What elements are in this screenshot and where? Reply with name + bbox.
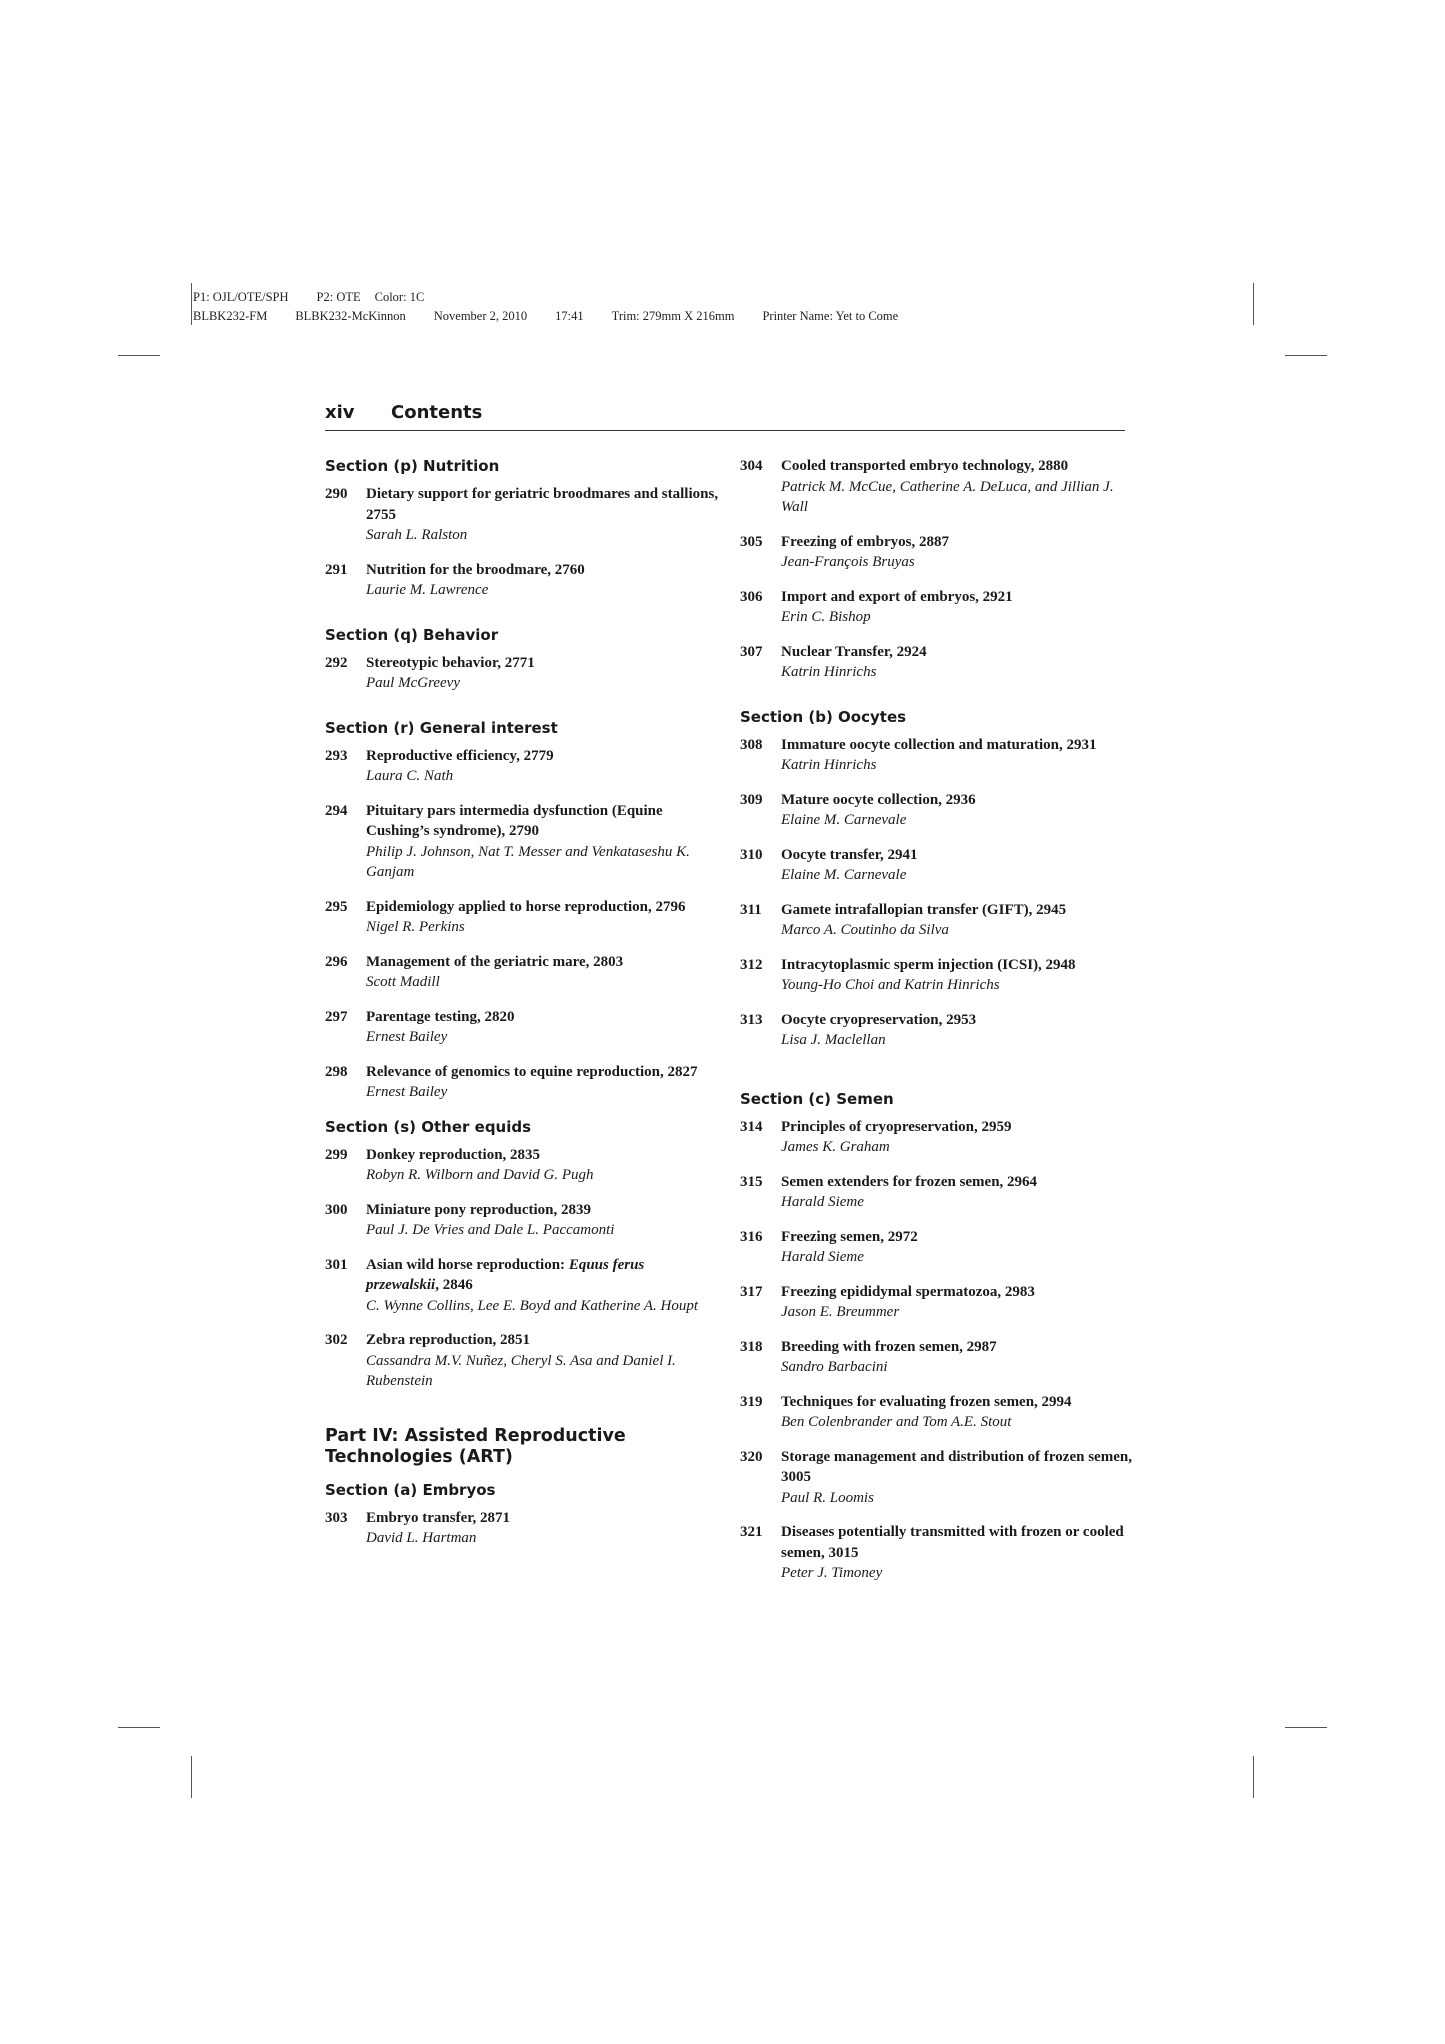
toc-entry bbox=[740, 900, 1135, 941]
chapter-title: Epidemiology applied to horse reproduction, 2796 bbox=[366, 898, 686, 915]
toc-entry bbox=[740, 456, 1135, 518]
section-heading: Section (a) Embryos bbox=[325, 1480, 496, 1499]
chapter-number: 292 bbox=[325, 654, 348, 671]
chapter-author: Robyn R. Wilborn and David G. Pugh bbox=[366, 1167, 594, 1183]
slug-item: Printer Name: Yet to Come bbox=[762, 309, 899, 323]
chapter-author: Nigel R. Perkins bbox=[366, 919, 465, 935]
toc-entry bbox=[325, 746, 720, 787]
toc-entry bbox=[740, 1337, 1135, 1378]
toc-entry bbox=[325, 560, 720, 601]
chapter-number: 313 bbox=[740, 1011, 763, 1028]
chapter-number: 290 bbox=[325, 486, 348, 502]
toc-entry bbox=[325, 1255, 720, 1317]
chapter-number: 307 bbox=[740, 643, 763, 660]
chapter-author: Ben Colenbrander and Tom A.E. Stout bbox=[781, 1414, 1012, 1430]
toc-entry bbox=[740, 532, 1135, 573]
printer-slug-line-1 bbox=[193, 290, 452, 305]
species-name: Equus ferus przewalskii bbox=[366, 1256, 645, 1293]
chapter-number: 320 bbox=[740, 1448, 763, 1465]
chapter-number: 308 bbox=[740, 736, 763, 753]
chapter-title-part: Asian wild horse reproduction: bbox=[366, 1256, 569, 1273]
toc-left-column bbox=[325, 456, 720, 1563]
crop-mark bbox=[1253, 1756, 1254, 1798]
toc-entry bbox=[740, 1227, 1135, 1268]
chapter-number: 306 bbox=[740, 588, 763, 605]
toc-entry bbox=[325, 801, 720, 883]
crop-mark bbox=[1285, 355, 1327, 356]
slug-item: BLBK232-McKinnon bbox=[295, 309, 406, 323]
crop-mark bbox=[1285, 1727, 1327, 1728]
toc-entry bbox=[740, 1282, 1135, 1323]
chapter-author: Peter J. Timoney bbox=[781, 1565, 883, 1581]
chapter-title: Nuclear Transfer, 2924 bbox=[781, 643, 927, 660]
chapter-author: Jean-François Bruyas bbox=[781, 554, 915, 570]
toc-entry bbox=[740, 1117, 1135, 1158]
toc-entry bbox=[740, 790, 1135, 831]
chapter-title: Embryo transfer, 2871 bbox=[366, 1509, 511, 1526]
chapter-number: 321 bbox=[740, 1524, 763, 1540]
toc-entry bbox=[740, 642, 1135, 683]
chapter-number: 312 bbox=[740, 956, 763, 973]
chapter-author: James K. Graham bbox=[781, 1139, 890, 1155]
chapter-number: 294 bbox=[325, 802, 348, 819]
toc-entry bbox=[740, 735, 1135, 776]
chapter-number: 316 bbox=[740, 1228, 763, 1245]
chapter-author: Jason E. Breummer bbox=[781, 1304, 900, 1320]
chapter-author: Young-Ho Choi and Katrin Hinrichs bbox=[781, 977, 1000, 993]
chapter-author: Elaine M. Carnevale bbox=[781, 812, 907, 828]
chapter-author: Paul J. De Vries and Dale L. Paccamonti bbox=[366, 1222, 615, 1238]
chapter-number: 300 bbox=[325, 1201, 348, 1218]
toc-entry bbox=[740, 1172, 1135, 1213]
chapter-author: Elaine M. Carnevale bbox=[781, 867, 907, 883]
crop-mark bbox=[191, 283, 192, 325]
section-heading: Section (q) Behavior bbox=[325, 625, 499, 644]
chapter-title: Breeding with frozen semen, 2987 bbox=[781, 1338, 997, 1355]
chapter-title: Intracytoplasmic sperm injection (ICSI), 2948 bbox=[781, 956, 1076, 973]
chapter-title: Freezing epididymal spermatozoa, 2983 bbox=[781, 1283, 1035, 1300]
chapter-title: Dietary support for geriatric broodmares and stallions, 2755 bbox=[366, 486, 719, 523]
chapter-title: Nutrition for the broodmare, 2760 bbox=[366, 561, 585, 578]
toc-entry bbox=[325, 1062, 720, 1103]
chapter-title: Diseases potentially transmitted with frozen or cooled semen, 3015 bbox=[781, 1524, 1124, 1561]
chapter-title: Pituitary pars intermedia dysfunction (Equine Cushing’s syndrome), 2790 bbox=[366, 802, 663, 839]
chapter-author: Paul McGreevy bbox=[366, 675, 460, 691]
slug-item: P2: OTE bbox=[316, 290, 361, 304]
toc-entry bbox=[740, 1522, 1135, 1584]
chapter-author: Scott Madill bbox=[366, 974, 440, 990]
section-heading: Section (p) Nutrition bbox=[325, 457, 500, 475]
toc-entry bbox=[740, 1392, 1135, 1433]
chapter-author: Patrick M. McCue, Catherine A. DeLuca, and Jillian J. Wall bbox=[781, 478, 1114, 515]
running-head bbox=[325, 402, 1125, 423]
slug-item: November 2, 2010 bbox=[433, 309, 528, 323]
chapter-author: Lisa J. Maclellan bbox=[781, 1032, 886, 1048]
chapter-title-part: , 2846 bbox=[435, 1277, 473, 1293]
toc-entry bbox=[325, 653, 720, 694]
toc-entry bbox=[740, 1447, 1135, 1509]
toc-entry bbox=[740, 955, 1135, 996]
chapter-number: 296 bbox=[325, 953, 348, 970]
chapter-author: Laurie M. Lawrence bbox=[366, 582, 489, 598]
chapter-title: Parentage testing, 2820 bbox=[366, 1008, 515, 1025]
chapter-title: Reproductive efficiency, 2779 bbox=[366, 747, 554, 764]
part-heading: Part IV: Assisted Reproductive Technologies (ART) bbox=[325, 1425, 626, 1467]
chapter-author: David L. Hartman bbox=[366, 1530, 477, 1546]
toc-entry bbox=[325, 1508, 720, 1549]
chapter-author: Katrin Hinrichs bbox=[781, 757, 877, 773]
chapter-number: 310 bbox=[740, 846, 763, 863]
chapter-author: Ernest Bailey bbox=[366, 1029, 448, 1045]
page-number: xiv bbox=[325, 402, 355, 423]
chapter-number: 305 bbox=[740, 533, 763, 550]
chapter-title: Donkey reproduction, 2835 bbox=[366, 1146, 541, 1163]
chapter-number: 317 bbox=[740, 1283, 763, 1300]
chapter-author: Harald Sieme bbox=[781, 1249, 864, 1265]
toc-entry bbox=[325, 1007, 720, 1048]
toc-right-column bbox=[740, 456, 1135, 1598]
chapter-title: Relevance of genomics to equine reproduction, 2827 bbox=[366, 1063, 698, 1080]
section-heading: Section (r) General interest bbox=[325, 718, 558, 737]
slug-item: 17:41 bbox=[555, 309, 584, 323]
chapter-author: Philip J. Johnson, Nat T. Messer and Venkataseshu K. Ganjam bbox=[366, 843, 690, 880]
chapter-title: Freezing semen, 2972 bbox=[781, 1228, 918, 1245]
crop-mark bbox=[118, 355, 160, 356]
chapter-title: Miniature pony reproduction, 2839 bbox=[366, 1201, 592, 1218]
chapter-author: Harald Sieme bbox=[781, 1194, 864, 1210]
chapter-author: Sarah L. Ralston bbox=[366, 527, 468, 543]
chapter-author: C. Wynne Collins, Lee E. Boyd and Katherine A. Houpt bbox=[366, 1297, 699, 1314]
chapter-title: Storage management and distribution of frozen semen, 3005 bbox=[781, 1448, 1132, 1485]
chapter-title bbox=[366, 1257, 644, 1294]
chapter-title: Oocyte cryopreservation, 2953 bbox=[781, 1011, 977, 1028]
chapter-number: 297 bbox=[325, 1008, 348, 1025]
slug-item: P1: OJL/OTE/SPH bbox=[193, 290, 289, 304]
chapter-author: Erin C. Bishop bbox=[781, 609, 871, 625]
chapter-number: 315 bbox=[740, 1173, 763, 1190]
chapter-author: Laura C. Nath bbox=[366, 768, 454, 784]
section-heading: Section (s) Other equids bbox=[325, 1117, 532, 1136]
slug-item: Color: 1C bbox=[374, 290, 425, 304]
chapter-number: 304 bbox=[740, 458, 763, 474]
chapter-number: 303 bbox=[325, 1509, 348, 1526]
section-heading: Section (b) Oocytes bbox=[740, 707, 907, 726]
toc-entry bbox=[325, 1145, 720, 1186]
chapter-title: Principles of cryopreservation, 2959 bbox=[781, 1118, 1012, 1135]
chapter-number: 309 bbox=[740, 791, 763, 808]
chapter-number: 311 bbox=[740, 901, 762, 918]
chapter-title: Management of the geriatric mare, 2803 bbox=[366, 953, 624, 970]
chapter-title: Semen extenders for frozen semen, 2964 bbox=[781, 1173, 1038, 1190]
chapter-author: Cassandra M.V. Nuñez, Cheryl S. Asa and Daniel I. Rubenstein bbox=[366, 1352, 676, 1389]
chapter-title: Immature oocyte collection and maturation, 2931 bbox=[781, 736, 1097, 753]
chapter-title: Oocyte transfer, 2941 bbox=[781, 846, 918, 863]
chapter-title: Cooled transported embryo technology, 2880 bbox=[781, 458, 1069, 474]
chapter-number: 318 bbox=[740, 1338, 763, 1355]
chapter-number: 302 bbox=[325, 1332, 348, 1348]
chapter-author: Paul R. Loomis bbox=[781, 1489, 874, 1506]
section-heading: Section (c) Semen bbox=[740, 1089, 894, 1108]
chapter-title: Zebra reproduction, 2851 bbox=[366, 1332, 531, 1348]
chapter-number: 301 bbox=[325, 1256, 348, 1273]
toc-entry bbox=[325, 897, 720, 938]
toc-entry bbox=[325, 952, 720, 993]
crop-mark bbox=[191, 1756, 192, 1798]
crop-mark bbox=[1253, 283, 1254, 325]
toc-entry bbox=[740, 1010, 1135, 1051]
toc-entry bbox=[740, 845, 1135, 886]
chapter-title: Mature oocyte collection, 2936 bbox=[781, 791, 976, 808]
chapter-number: 291 bbox=[325, 561, 348, 578]
chapter-title: Techniques for evaluating frozen semen, 2994 bbox=[781, 1393, 1072, 1410]
running-head-rule bbox=[325, 430, 1125, 431]
toc-entry bbox=[325, 484, 720, 546]
chapter-author: Sandro Barbacini bbox=[781, 1359, 888, 1375]
slug-item: BLBK232-FM bbox=[193, 309, 268, 323]
slug-item: Trim: 279mm X 216mm bbox=[611, 309, 735, 323]
toc-entry bbox=[325, 1200, 720, 1241]
toc-entry bbox=[740, 587, 1135, 628]
chapter-title: Freezing of embryos, 2887 bbox=[781, 533, 950, 550]
crop-mark bbox=[118, 1727, 160, 1728]
chapter-author: Ernest Bailey bbox=[366, 1084, 448, 1100]
chapter-title: Stereotypic behavior, 2771 bbox=[366, 654, 535, 671]
chapter-number: 293 bbox=[325, 747, 348, 764]
chapter-number: 298 bbox=[325, 1063, 348, 1080]
running-title: Contents bbox=[391, 402, 483, 423]
chapter-number: 299 bbox=[325, 1146, 348, 1163]
chapter-author: Marco A. Coutinho da Silva bbox=[781, 922, 949, 938]
toc-entry bbox=[325, 1330, 720, 1392]
chapter-author: Katrin Hinrichs bbox=[781, 664, 877, 680]
chapter-number: 319 bbox=[740, 1393, 763, 1410]
chapter-number: 314 bbox=[740, 1118, 763, 1135]
chapter-number: 295 bbox=[325, 898, 348, 915]
printer-slug-line-2 bbox=[193, 309, 926, 324]
chapter-title: Gamete intrafallopian transfer (GIFT), 2945 bbox=[781, 901, 1067, 918]
chapter-title: Import and export of embryos, 2921 bbox=[781, 588, 1013, 605]
